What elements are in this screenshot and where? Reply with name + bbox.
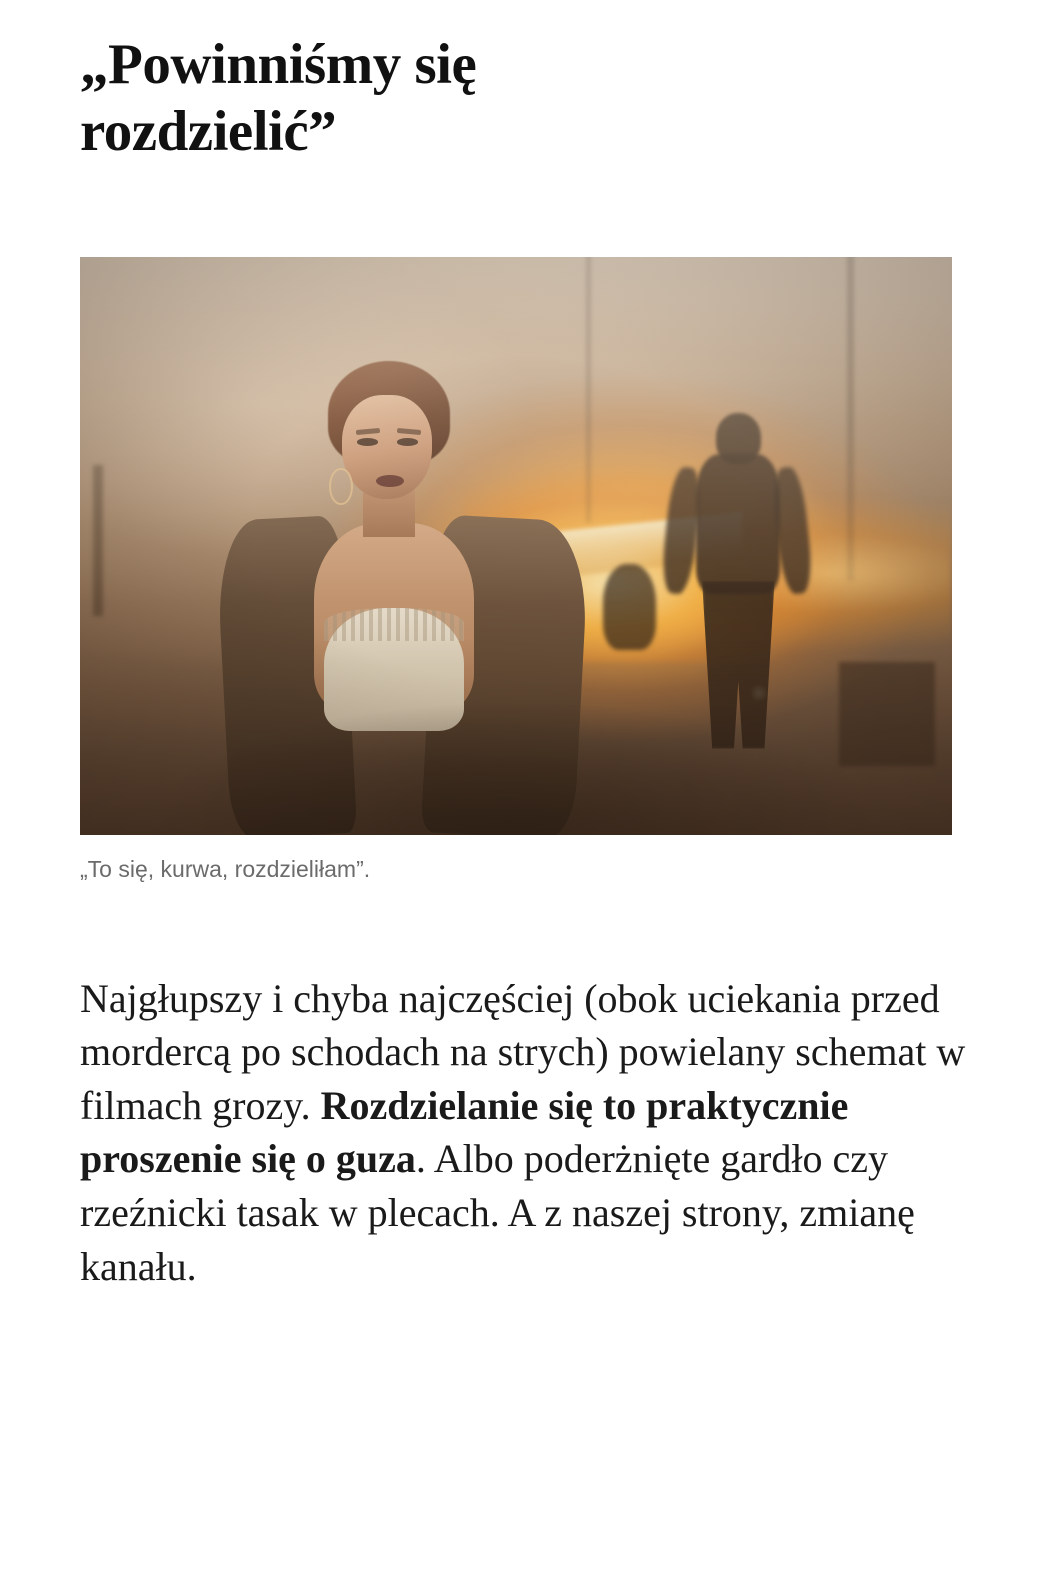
page-title: „Powinniśmy się rozdzielić”	[80, 33, 477, 163]
article-paragraph	[80, 886, 970, 1294]
paragraph-bold: Rozdzielanie się to praktycznie proszenie się o guza	[80, 1082, 849, 1182]
article-figure	[80, 165, 980, 885]
image-haze	[80, 257, 952, 835]
paragraph-lead: Najgłupszy i chyba najczęściej (obok uciekania przed mordercą po schodach na strych) powielany schemat w filmach grozy.	[80, 975, 966, 1128]
image-caption: „To się, kurwa, rozdzieliłam”.	[80, 856, 371, 883]
paragraph-tail: . Albo poderżnięte gardło czy rzeźnicki tasak w plecach. A z naszej strony, zmianę kanału.	[80, 1136, 915, 1289]
article-image	[80, 257, 952, 835]
